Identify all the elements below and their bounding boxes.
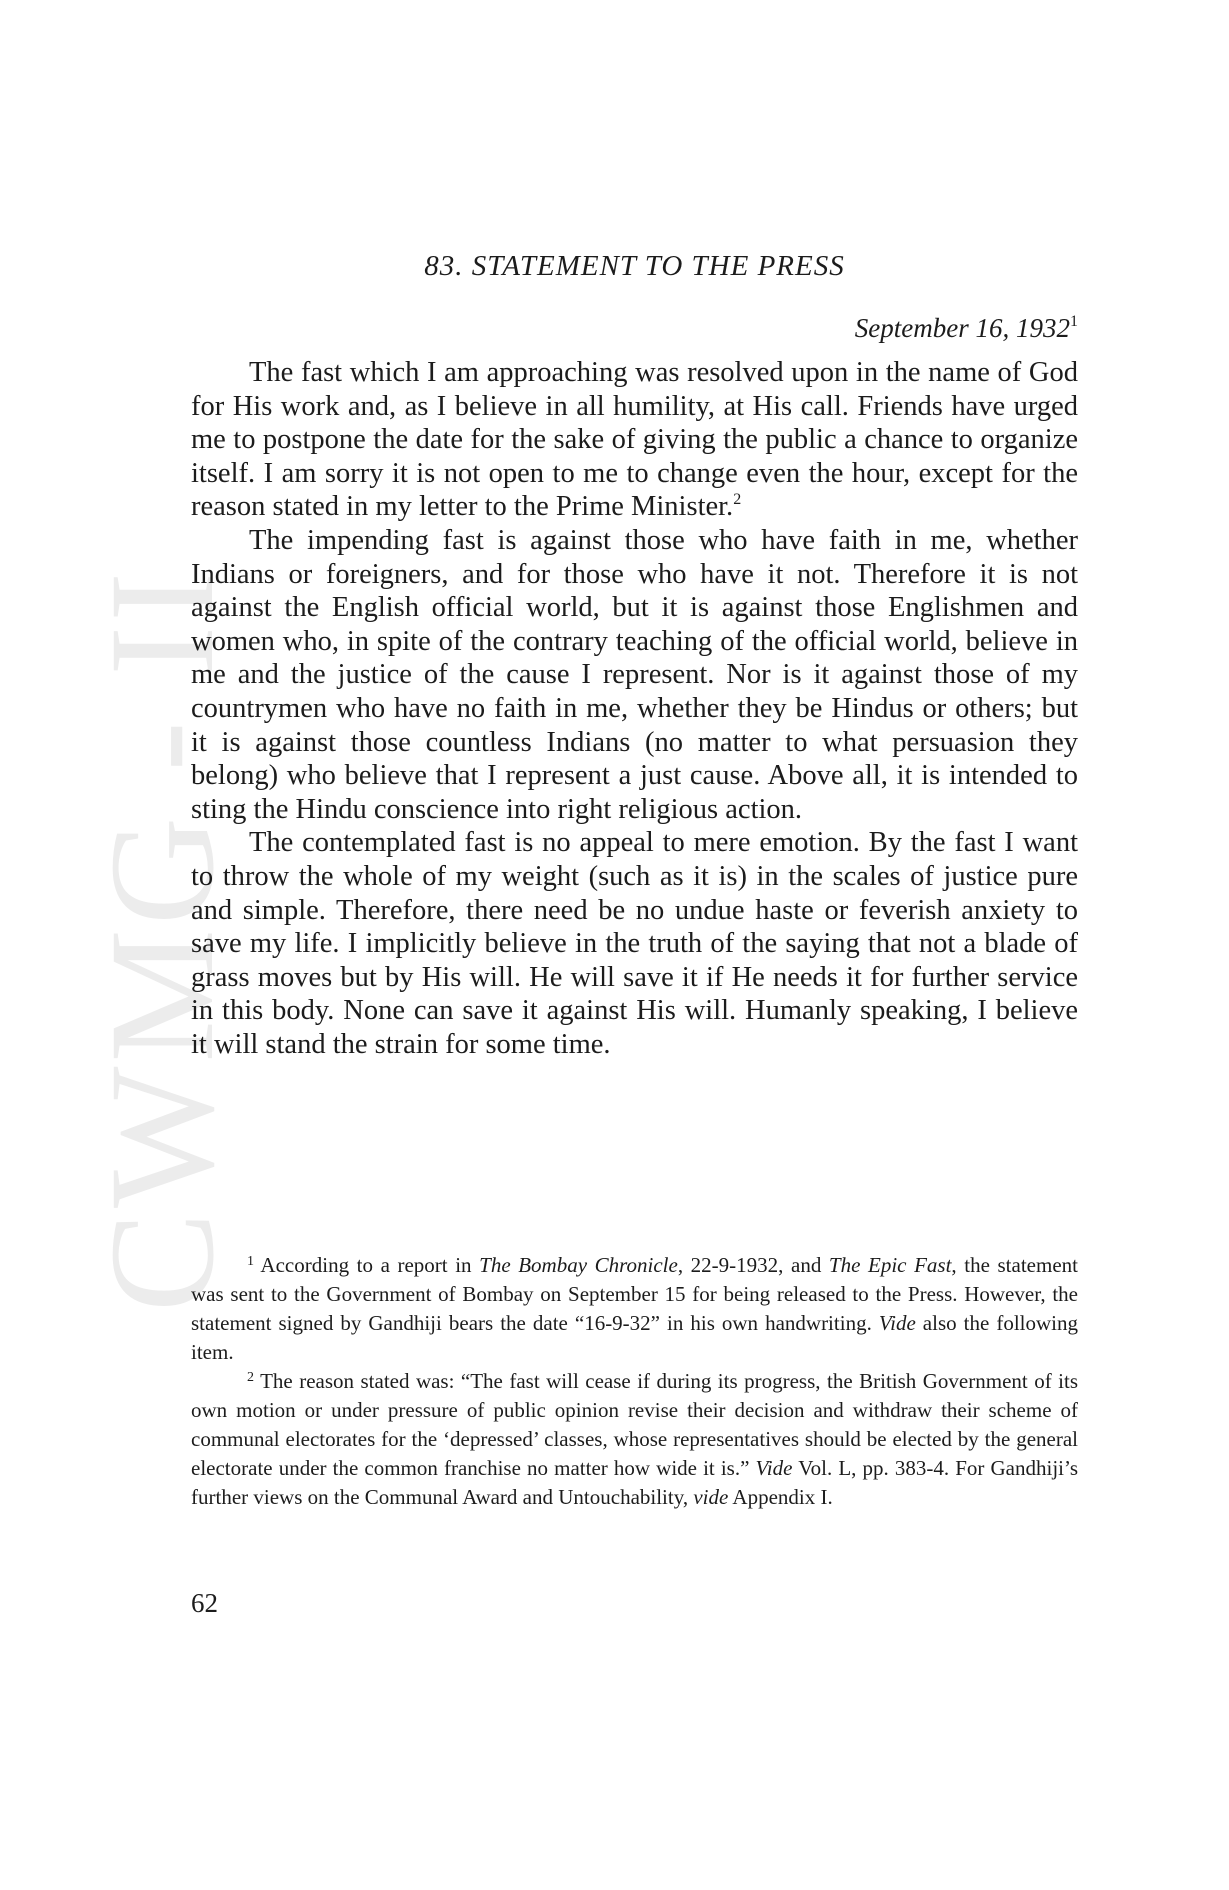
- footnote: [191, 1367, 1078, 1512]
- paragraph: [191, 826, 1078, 1061]
- publication-title: The Epic Fast: [828, 1253, 952, 1277]
- footnote-mark: 1: [247, 1254, 254, 1269]
- footnote-ref[interactable]: 2: [733, 491, 742, 509]
- paragraph-text: The contemplated fast is no appeal to mere emotion. By the fast I want to throw the whole of my weight (such as it is) in the scales of justice pure and simple. Therefore, there need be no undue haste or feverish anxiety to save my life. I implicitly believe in the truth of the saying that not a blade of grass moves but by His will. He will save it if He needs it for further service in this body. None can save it against His will. Humanly speaking, I believe it will stand the strain for some time.: [191, 827, 1078, 1060]
- watermark-text: CWMG - II: [79, 567, 245, 1313]
- paragraph-text: The impending fast is against those who have faith in me, whether Indians or foreigners, and for those who have it not. Therefore it is not against the English official world, but it is against those Englishmen and women who, in spite of the contrary teaching of the official world, believe in me and the justice of the cause I represent. Nor is it against those of my countrymen who have no faith in me, whether they be Hindus or others; but it is against those countless Indians (no matter to what persuasion they belong) who believe that I represent a just cause. Above all, it is intended to sting the Hindu conscience into right religious action.: [191, 524, 1078, 825]
- paragraph-text: The fast which I am approaching was resolved upon in the name of God for His work and, as I believe in all humility, at His call. Friends have urged me to postpone the date for the sake of giving the public a chance to organize itself. I am sorry it is not open to me to change even the hour, except for the reason stated in my letter to the Prime Minister.: [191, 357, 1078, 523]
- dateline: [855, 313, 1078, 344]
- footnote-text: The reason stated was: “The fast will cease if during its progress, the British Government of its own motion or under pressure of public opinion revise their decision and withdraw their scheme of communal electorates for the ‘depressed’ classes, whose representatives should be elected by the general electorate under the common franchise no matter how wide it is.”: [191, 1369, 1078, 1480]
- footnote-text: , the statement was sent to the Government of Bombay on September 15 for being released to the Press. However, the statement signed by Gandhiji bears the date “16-9-32” in his own handwriting.: [191, 1253, 1078, 1335]
- footnote: [191, 1251, 1078, 1367]
- footnote-mark: 2: [247, 1370, 254, 1385]
- vide-reference: Vide: [755, 1456, 793, 1480]
- dateline-text: September 16, 1932: [854, 313, 1070, 343]
- vide-reference: Vide: [878, 1311, 916, 1335]
- section-heading: 83. STATEMENT TO THE PRESS: [424, 250, 845, 282]
- page-number: 62: [191, 1588, 218, 1618]
- footnote-text: Vol. L, pp. 383-4. For Gandhiji’s further views on the Communal Award and Untouchability,: [191, 1456, 1078, 1509]
- dateline-footnote-ref[interactable]: 1: [1070, 313, 1078, 330]
- footnotes: [191, 1251, 1078, 1512]
- paragraph: [191, 524, 1078, 826]
- paragraph: [191, 356, 1078, 524]
- footnote-text: , 22-9-1932, and: [677, 1253, 829, 1277]
- footnote-text: Appendix I.: [728, 1485, 833, 1509]
- footnote-text: also the following item.: [191, 1311, 1078, 1364]
- vide-reference: vide: [693, 1485, 729, 1509]
- footnote-text: According to a report in: [254, 1253, 480, 1277]
- publication-title: The Bombay Chronicle: [479, 1253, 678, 1277]
- statement-body: [191, 356, 1078, 1061]
